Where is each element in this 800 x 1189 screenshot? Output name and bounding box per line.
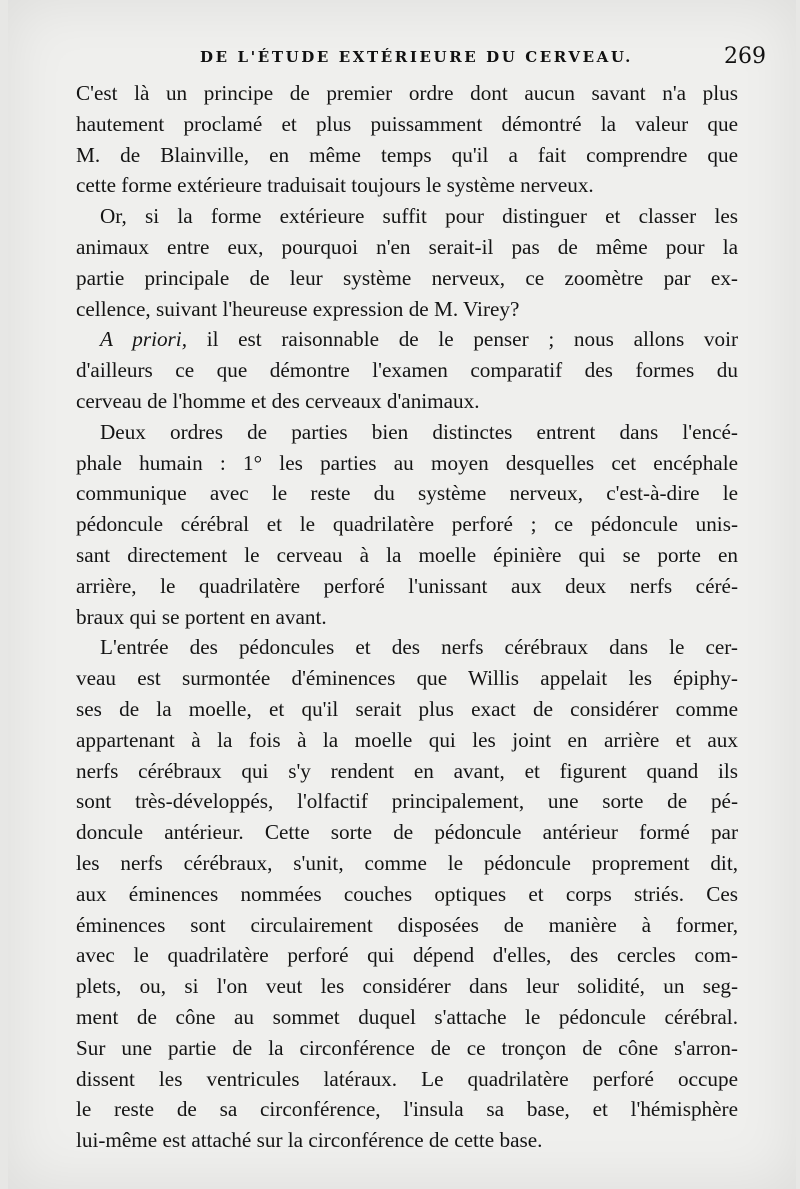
- text-line: aux éminences nommées couches optiques et corps striés. Ces: [76, 881, 738, 906]
- text-line: ses de la moelle, et qu'il serait plus exact de considérer comme: [76, 696, 738, 721]
- text-line: sant directement le cerveau à la moelle épinière qui se porte en: [76, 542, 738, 567]
- text-line: Or, si la forme extérieure suffit pour distinguer et classer les: [100, 204, 738, 229]
- text-line: arrière, le quadrilatère perforé l'unissant aux deux nerfs céré-: [76, 573, 738, 598]
- text-line: dissent les ventricules latéraux. Le quadrilatère perforé occupe: [76, 1066, 738, 1091]
- text-line: Sur une partie de la circonférence de ce tronçon de cône s'arron-: [76, 1035, 738, 1060]
- text-line: pédoncule cérébral et le quadrilatère perforé ; ce pédoncule unis-: [76, 512, 738, 537]
- text-line: cette forme extérieure traduisait toujours le système nerveux.: [76, 173, 594, 198]
- text-line: d'ailleurs ce que démontre l'examen comparatif des formes du: [76, 358, 738, 383]
- italic-lead: A priori,: [100, 327, 187, 352]
- text-line: hautement proclamé et plus puissamment démontré la valeur que: [76, 111, 738, 136]
- page-number: 269: [724, 44, 766, 69]
- text-line: nerfs cérébraux qui s'y rendent en avant, et figurent quand ils: [76, 758, 738, 783]
- text-line: doncule antérieur. Cette sorte de pédoncule antérieur formé par: [76, 820, 738, 845]
- text-line: ment de cône au sommet duquel s'attache le pédoncule cérébral.: [76, 1004, 738, 1029]
- text-line: les nerfs cérébraux, s'unit, comme le pédoncule proprement dit,: [76, 850, 738, 875]
- text-line: braux qui se portent en avant.: [76, 604, 327, 629]
- text-line: [76, 324, 738, 355]
- text-line: communique avec le reste du système nerveux, c'est-à-dire le: [76, 481, 738, 506]
- text-line: phale humain : 1° les parties au moyen desquelles cet encéphale: [76, 450, 738, 475]
- body-text: [76, 78, 738, 1156]
- text-line: cerveau de l'homme et des cerveaux d'animaux.: [76, 388, 480, 413]
- running-title: DE L'ÉTUDE EXTÉRIEURE DU CERVEAU.: [200, 48, 633, 66]
- text-line: M. de Blainville, en même temps qu'il a fait comprendre que: [76, 142, 738, 167]
- text-line: lui-même est attaché sur la circonférence de cette base.: [76, 1128, 543, 1153]
- running-head: [0, 44, 800, 74]
- text-line: L'entrée des pédoncules et des nerfs cérébraux dans le cer-: [100, 635, 738, 660]
- text-line: éminences sont circulairement disposées de manière à former,: [76, 912, 738, 937]
- text-line: partie principale de leur système nerveux, ce zoomètre par ex-: [76, 265, 738, 290]
- text-line: veau est surmontée d'éminences que Willis appelait les épiphy-: [76, 666, 738, 691]
- text-line: cellence, suivant l'heureuse expression de M. Virey?: [76, 296, 520, 321]
- text-line: animaux entre eux, pourquoi n'en serait-il pas de même pour la: [76, 234, 738, 259]
- text-line: sont très-développés, l'olfactif principalement, une sorte de pé-: [76, 789, 738, 814]
- text-line: plets, ou, si l'on veut les considérer dans leur solidité, un seg-: [76, 974, 738, 999]
- text-line: Deux ordres de parties bien distinctes entrent dans l'encé-: [100, 419, 738, 444]
- text-line: avec le quadrilatère perforé qui dépend d'elles, des cercles com-: [76, 943, 738, 968]
- text-line: appartenant à la fois à la moelle qui les joint en arrière et aux: [76, 727, 738, 752]
- text-line: C'est là un principe de premier ordre dont aucun savant n'a plus: [76, 81, 738, 105]
- text-line: le reste de sa circonférence, l'insula sa base, et l'hémisphère: [76, 1097, 738, 1122]
- line-text: il est raisonnable de le penser ; nous allons voir: [206, 327, 739, 352]
